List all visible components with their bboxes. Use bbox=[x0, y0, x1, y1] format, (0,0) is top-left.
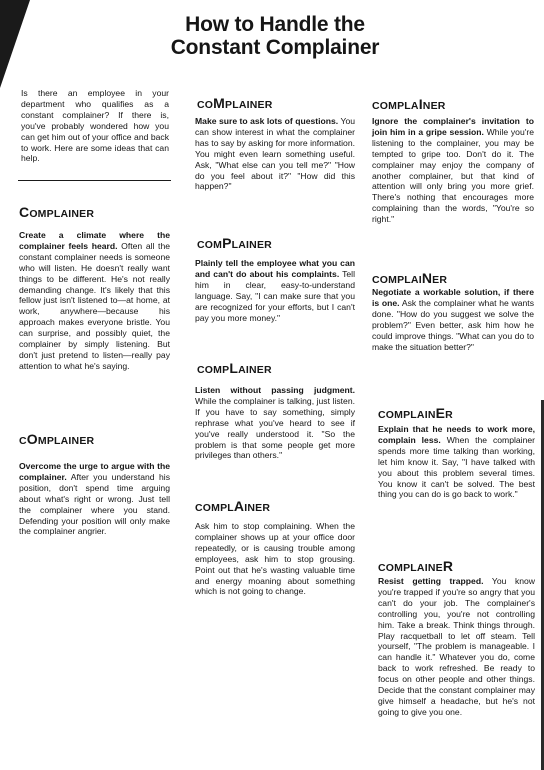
heading-i: COMPLAINER bbox=[372, 96, 446, 112]
section-n: Negotiate a workable solution, if there is one. Ask the complainer what he wants done. "How do you suggest we solve the problem?" Even better, ask him how he could improve things. "What can you do to make the situation better?" bbox=[372, 287, 534, 352]
heading-a: COMPLAINER bbox=[195, 498, 271, 514]
heading-l: COMPLAINER bbox=[197, 360, 272, 376]
divider bbox=[18, 180, 171, 181]
title-line-2: Constant Complainer bbox=[170, 36, 380, 59]
heading-r: COMPLAINER bbox=[378, 558, 454, 574]
heading-p: COMPLAINER bbox=[197, 235, 272, 251]
section-r: Resist getting trapped. You know you're trapped if you're so angry that you can't do your job. The complainer's controlling you, you're not controlling him. Take a break. Think things through. Play racquetball to let off steam. Tell yourself, "The problem is manageable. I can handle it." Whatever you do, come back to work refreshed. Be ready to focus on other people and other things. Decide that the constant complainer may give himself a headache, but he's not going to give you one. bbox=[378, 576, 536, 717]
intro-paragraph: Is there an employee in your department who qualifies as a constant complainer? If there is, you've probably wondered how you can get him out of your office and back to work. Here are some ideas that can help. bbox=[21, 88, 169, 164]
heading-m: COMPLAINER bbox=[197, 95, 273, 111]
section-i: Ignore the complainer's invitation to join him in a gripe session. While you're listening to the complainer, you may be tempted to gripe too. Don't do it. The complainer may enjoy the company of another complainer, but that kind of attention will only bring you more grief. There's nothing that encourages more complaining than the words, "You're so right." bbox=[372, 116, 535, 225]
heading-n: COMPLAINER bbox=[372, 270, 448, 286]
page-title bbox=[95, 13, 455, 59]
heading-e: COMPLAINER bbox=[378, 405, 453, 421]
heading-o: COMPLAINER bbox=[19, 431, 95, 447]
section-m: Make sure to ask lots of questions. You can show interest in what the complainer has to say by asking for more information. You might even learn something useful. Ask, "What else can you tell me?" "How do you feel about it?" "How did this happen?" bbox=[195, 116, 356, 192]
section-e: Explain that he needs to work more, complain less. When the complainer spends more time talking than working, let him know it. Say, "I have talked with you about this problem several times. You know it can't be solved. The best thing you can do is go back to work." bbox=[378, 424, 536, 500]
section-c: Create a climate where the complainer feels heard. Often all the constant complainer needs is someone who will listen. He doesn't really want things to be different. He's not really demanding change. It's likely that this fellow just isn't listened to—at home, at work, anywhere—because his approach makes everyone bristle. You can surprise, and possibly quiet, the complainer by simply listening. But don't just pretend to listen—really pay attention to what he's saying. bbox=[19, 230, 171, 371]
section-l: Listen without passing judgment. While the complainer is talking, just listen. If you have to say something, simply rephrase what you've heard to see if you've really understood it. "So the problem is that some people get more privileges than others." bbox=[195, 385, 355, 461]
section-a: Ask him to stop complaining. When the complainer shows up at your office door repeatedly, or is causing trouble among employees, ask him to stop grousing. Point out that he's wasting valuable time and energy moaning about something which is not going to change. bbox=[195, 521, 355, 597]
section-p: Plainly tell the employee what you can and can't do about his complaints. Tell him in clear, easy-to-understand language. Say, "I can make sure that you are recognized for your efforts, but I can't pay you more money." bbox=[195, 258, 355, 323]
corner-decoration bbox=[0, 0, 30, 88]
heading-c: COMPLAINER bbox=[19, 204, 95, 220]
title-line-1: How to Handle the bbox=[185, 13, 365, 36]
section-o: Overcome the urge to argue with the complainer. After you understand his position, don't spend time arguing about what's right or wrong. Just tell the complainer where you stand. Defending your position will only make the complainer angrier. bbox=[19, 461, 170, 537]
